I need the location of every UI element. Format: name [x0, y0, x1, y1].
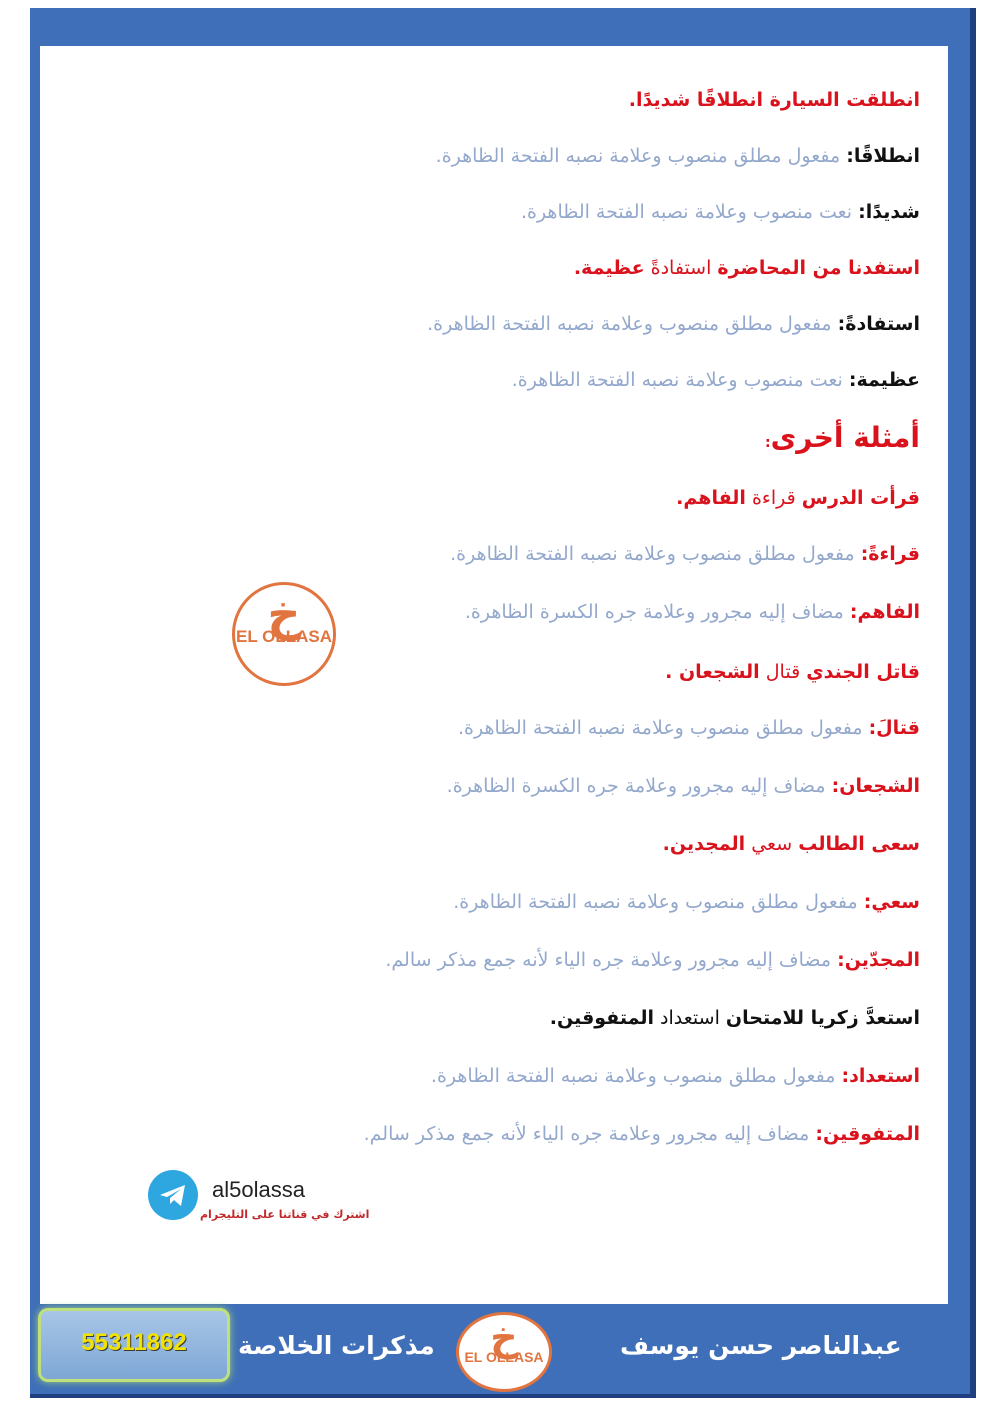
content-line: [447, 772, 920, 800]
parsed-word: شديدًا:: [858, 201, 920, 223]
parsing-explanation: مفعول مطلق منصوب وعلامة نصبه الفتحة الظاهرة.: [430, 1065, 836, 1087]
telegram-channel-name[interactable]: al5olassa: [212, 1177, 305, 1202]
parsed-word: قراءةً:: [860, 543, 920, 565]
example-sentence-part: استعدَّ زكريا للامتحان: [725, 1007, 920, 1029]
content-line: [450, 540, 920, 568]
telegram-icon[interactable]: [148, 1170, 198, 1220]
example-sentence: انطلقت السيارة انطلاقًا شديدًا.: [628, 89, 920, 111]
parsed-word: الشجعان:: [831, 775, 920, 797]
content-line: [453, 888, 920, 916]
parsed-word: المتفوقين:: [815, 1123, 920, 1145]
content-line: [765, 418, 920, 463]
example-sentence-part: سعي: [751, 833, 793, 855]
content-line: [663, 830, 920, 858]
parsed-word: الفاهم:: [849, 601, 920, 623]
parsed-word: قتالَ:: [868, 717, 920, 739]
parsing-explanation: مضاف إليه مجرور وعلامة جره الياء لأنه جمع مذكر سالم.: [385, 949, 832, 971]
content-line: [385, 946, 920, 974]
content-line: [431, 1062, 920, 1090]
example-sentence-part: قتال: [765, 661, 801, 683]
content-line: [676, 484, 920, 512]
parsing-explanation: مضاف إليه مجرور وعلامة جره الياء لأنه جمع مذكر سالم.: [363, 1123, 810, 1145]
parsed-word: المجدّين:: [837, 949, 920, 971]
parsed-word: انطلاقًا:: [846, 145, 920, 167]
example-sentence-part: قراءة: [751, 487, 796, 509]
example-sentence-part: المجدين.: [662, 833, 746, 855]
example-sentence-part: الفاهم.: [676, 487, 746, 509]
parsing-explanation: مضاف إليه مجرور وعلامة جره الكسرة الظاهرة.: [446, 775, 826, 797]
parsing-explanation: نعت منصوب وعلامة نصبه الفتحة الظاهرة.: [511, 369, 843, 391]
content-line: [574, 254, 920, 282]
footer-logo-glyph: خ: [490, 1315, 518, 1359]
footer-author: عبدالناصر حسن يوسف: [620, 1331, 902, 1360]
parsed-word: استعداد:: [841, 1065, 920, 1087]
example-sentence-part: استفادةً: [650, 257, 712, 279]
example-sentence-part: المتفوقين.: [549, 1007, 654, 1029]
phone-badge: [38, 1308, 230, 1382]
phone-number: 55311862: [81, 1329, 187, 1356]
parsing-explanation: مفعول مطلق منصوب وعلامة نصبه الفتحة الظاهرة.: [458, 717, 863, 739]
example-sentence-part: عظيمة.: [573, 257, 645, 279]
section-heading: أمثلة أخرى: [770, 421, 920, 454]
footer-logo: [456, 1312, 552, 1392]
example-sentence-part: الشجعان .: [665, 661, 760, 683]
parsing-explanation: مفعول مطلق منصوب وعلامة نصبه الفتحة الظاهرة.: [435, 145, 841, 167]
example-sentence-part: سعى الطالب: [798, 833, 920, 855]
logo-glyph: خ: [267, 587, 301, 641]
parsing-explanation: مفعول مطلق منصوب وعلامة نصبه الفتحة الظاهرة.: [453, 891, 858, 913]
content-line: [458, 714, 920, 742]
parsed-word: استفادةً:: [837, 313, 920, 335]
content-line: [665, 658, 920, 686]
parsed-word: عظيمة:: [848, 369, 920, 391]
content-line: [427, 310, 920, 338]
footer-title: مذكرات الخلاصة: [238, 1331, 435, 1360]
content-line: [550, 1004, 920, 1032]
logo-text: EL OLLASA: [235, 627, 333, 646]
parsing-explanation: مفعول مطلق منصوب وعلامة نصبه الفتحة الظاهرة.: [427, 313, 832, 335]
example-sentence-part: استفدنا من المحاضرة: [717, 257, 920, 279]
content-line: [512, 366, 920, 394]
example-sentence-part: استعداد: [660, 1007, 720, 1029]
content-line: [629, 86, 920, 114]
heading-colon: :: [765, 435, 771, 451]
parsing-explanation: مضاف إليه مجرور وعلامة جره الكسرة الظاهرة.: [464, 601, 844, 623]
telegram-subtitle: اشترك في قناتنا على التليجرام: [200, 1208, 370, 1221]
content-line: [521, 198, 920, 226]
content-line: [364, 1120, 920, 1148]
content-line: [436, 142, 920, 170]
content-line: [465, 598, 920, 626]
footer-logo-text: EL OLLASA: [464, 1349, 544, 1365]
watermark-logo: [232, 582, 336, 686]
parsed-word: سعي:: [863, 891, 920, 913]
parsing-explanation: نعت منصوب وعلامة نصبه الفتحة الظاهرة.: [520, 201, 853, 223]
example-sentence-part: قرأت الدرس: [801, 487, 920, 509]
example-sentence-part: قاتل الجندي: [806, 661, 920, 683]
parsing-explanation: مفعول مطلق منصوب وعلامة نصبه الفتحة الظاهرة.: [450, 543, 855, 565]
